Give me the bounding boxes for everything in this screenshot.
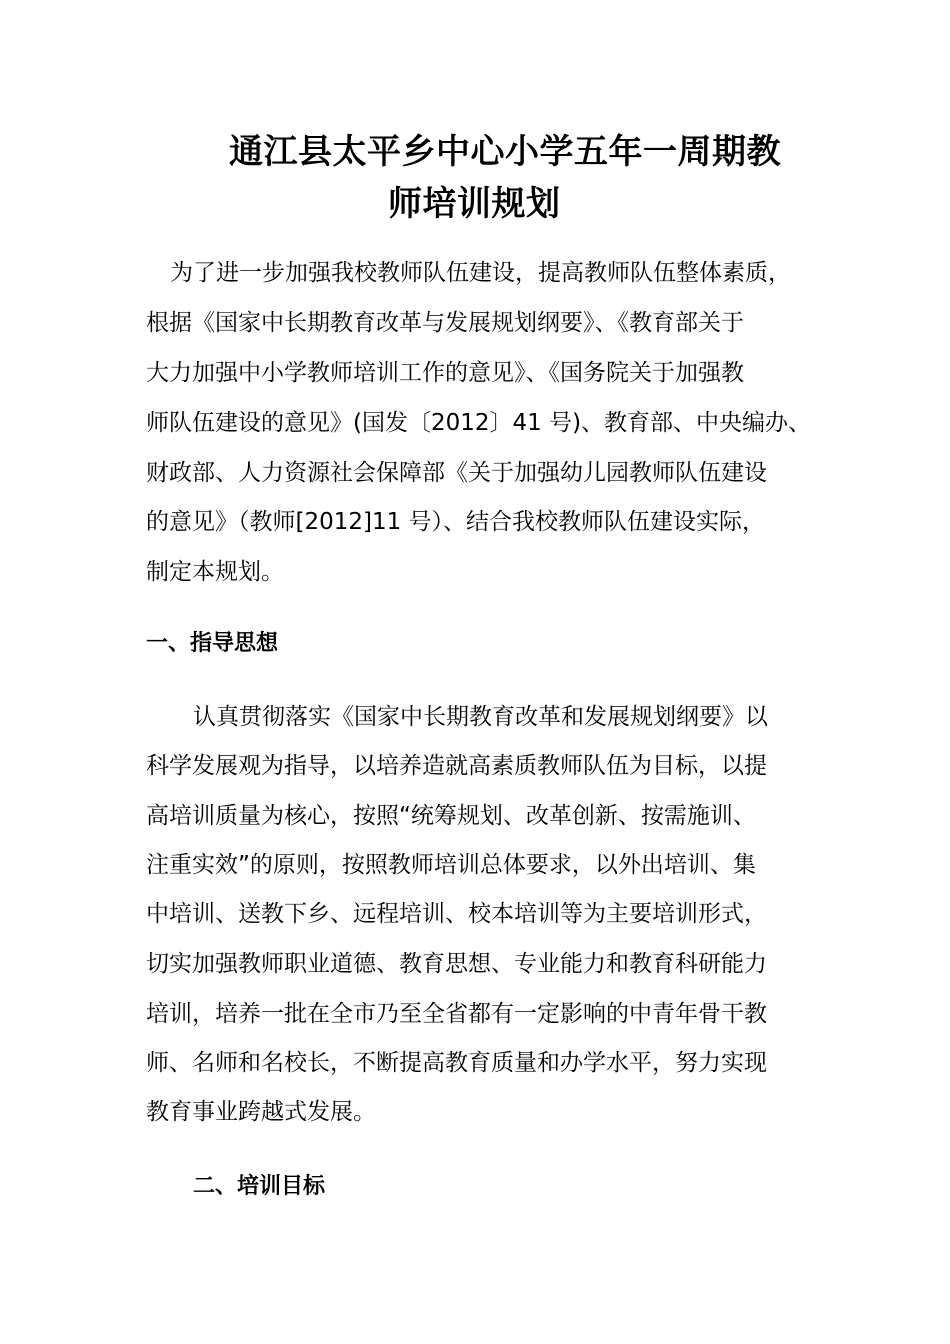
- section1-line-2: 科学发展观为指导，以培养造就高素质教师队伍为目标，以提: [146, 753, 767, 779]
- intro-line-5: 财政部、人力资源社会保障部《关于加强幼儿园教师队伍建设: [146, 460, 767, 486]
- section1-line-3: 高培训质量为核心，按照“统筹规划、改革创新、按需施训、: [146, 803, 756, 829]
- section1-line-7: 培训，培养一批在全市乃至全省都有一定影响的中青年骨干教: [146, 1001, 767, 1027]
- section-heading-guiding-ideology: 一、指导思想: [146, 631, 279, 656]
- document-title-line-2: 师培训规划: [388, 184, 561, 224]
- intro-line-2: 根据《国家中长期教育改革与发展规划纲要》、《教育部关于: [146, 310, 744, 336]
- section1-line-8: 师、名师和名校长，不断提高教育质量和办学水平，努力实现: [146, 1050, 767, 1076]
- section1-line-6: 切实加强教师职业道德、教育思想、专业能力和教育科研能力: [146, 951, 767, 977]
- section1-line-4: 注重实效”的原则，按照教师培训总体要求，以外出培训、集: [146, 852, 756, 878]
- intro-line-1: 为了进一步加强我校教师队伍建设，提高教师队伍整体素质，: [170, 260, 791, 286]
- intro-line-7: 制定本规划。: [146, 559, 284, 585]
- section-heading-training-goals: 二、培训目标: [193, 1174, 326, 1199]
- document-title-line-1: 通江县太平乡中心小学五年一周期教: [229, 132, 781, 172]
- section1-line-1: 认真贯彻落实《国家中长期教育改革和发展规划纲要》以: [193, 704, 768, 730]
- section1-line-9: 教育事业跨越式发展。: [146, 1099, 376, 1125]
- intro-line-6: 的意见》（教师[2012]11 号）、结合我校教师队伍建设实际，: [146, 509, 766, 535]
- intro-line-4: 师队伍建设的意见》(国发〔2012〕41 号)、教育部、中央编办、: [146, 410, 812, 436]
- section1-line-5: 中培训、送教下乡、远程培训、校本培训等为主要培训形式，: [146, 901, 767, 927]
- intro-line-3: 大力加强中小学教师培训工作的意见》、《国务院关于加强教: [146, 360, 744, 386]
